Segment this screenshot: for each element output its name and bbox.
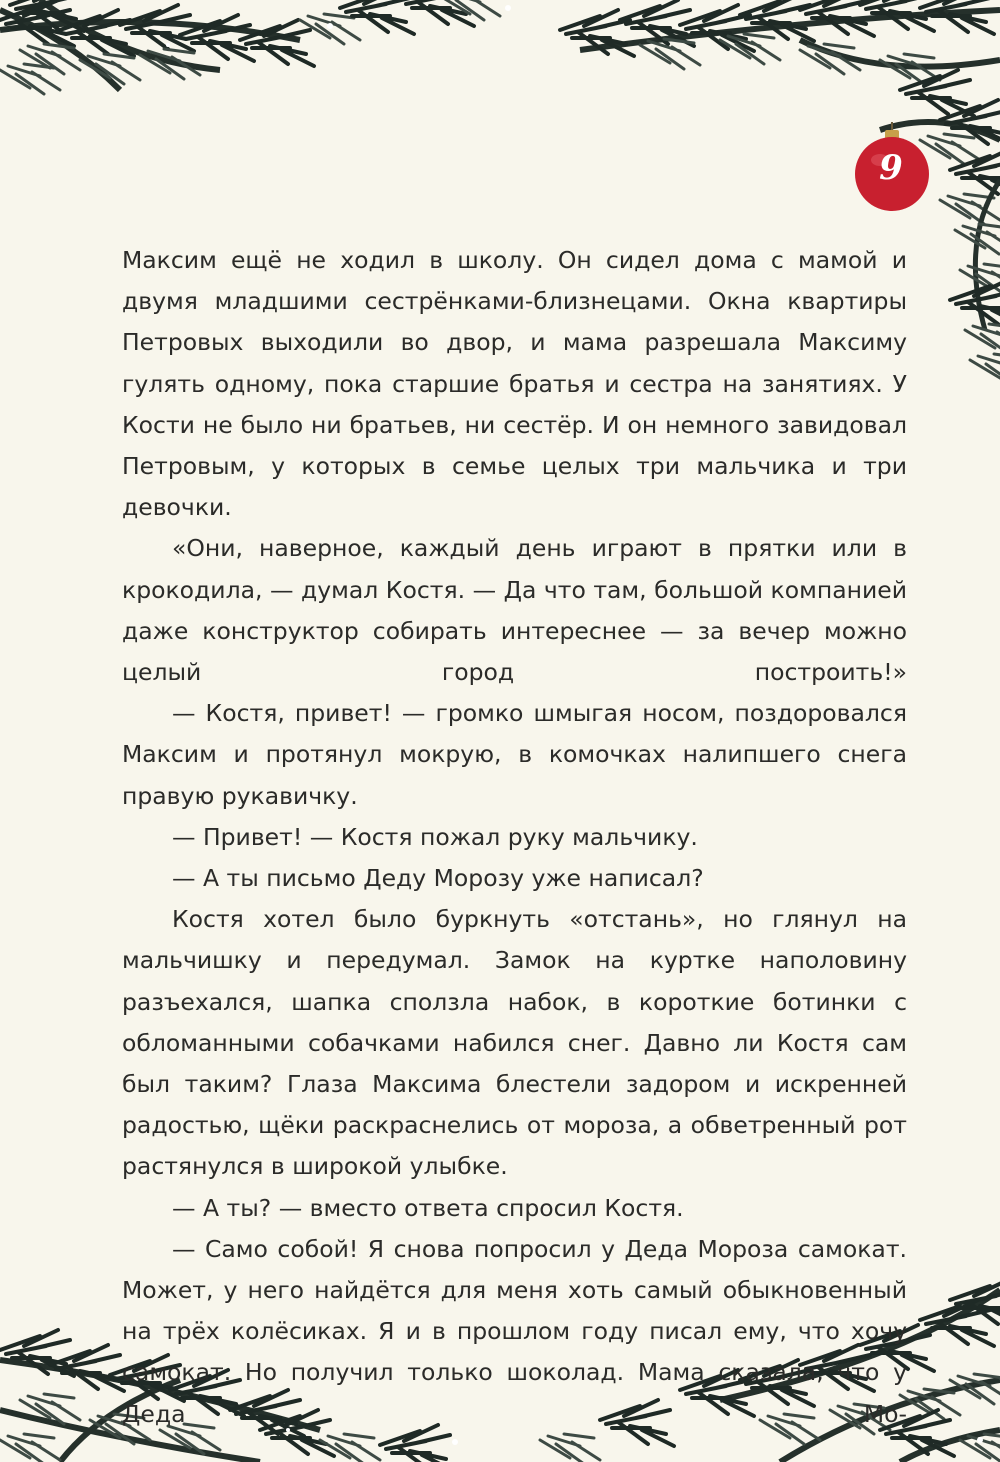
paragraph: — А ты? — вместо ответа спросил Костя. [172, 1193, 684, 1222]
paragraph: — Само собой! Я снова попросил у Деда Мороза самокат. Может, у него найдётся для меня хоть самый обыкновенный на трёх колёсиках. Я и в прошлом году писал ему, что хочу самокат. Но получил только шоколад. Мама сказала, что у Деда Мо- [122, 1234, 907, 1428]
paragraph: — А ты письмо Деду Морозу уже написал? [172, 864, 704, 893]
paragraph: Костя хотел было буркнуть «отстань», но глянул на мальчишку и передумал. Замок на куртке наполовину разъехался, шапка сползла набок, в короткие ботинки с обломанными собачками набился снег. Давно ли Костя сам был таким? Глаза Максима блестели задором и искренней радостью, щёки раскраснелись от мороза, а обветренный рот растянулся в широкой улыбке. [122, 905, 907, 1181]
page-number: 9 [879, 148, 903, 188]
top-left-branches [0, 0, 500, 94]
paragraph: Максим ещё не ходил в школу. Он сидел дома с мамой и двумя младшими сестрёнками-близнецами. Окна квартиры Петровых выходили во двор, и мама разрешала Максиму гулять одному, пока старшие братья и сестра на занятиях. У Кости не было ни братьев, ни сестёр. И он немного завидовал Петровым, у которых в семье целых три мальчика и три девочки. [122, 246, 907, 522]
paragraph: — Костя, привет! — громко шмыгая носом, поздоровался Максим и протянул мокрую, в комочках налипшего снега правую рукавичку. [122, 699, 907, 810]
paragraph: — Привет! — Костя пожал руку мальчику. [172, 822, 698, 851]
paragraph: «Они, наверное, каждый день играют в прятки или в крокодила, — думал Костя. — Да что там, большой компанией даже конструктор собирать интереснее — за вечер можно целый город построить!» [122, 534, 907, 687]
story-text [122, 240, 907, 1435]
